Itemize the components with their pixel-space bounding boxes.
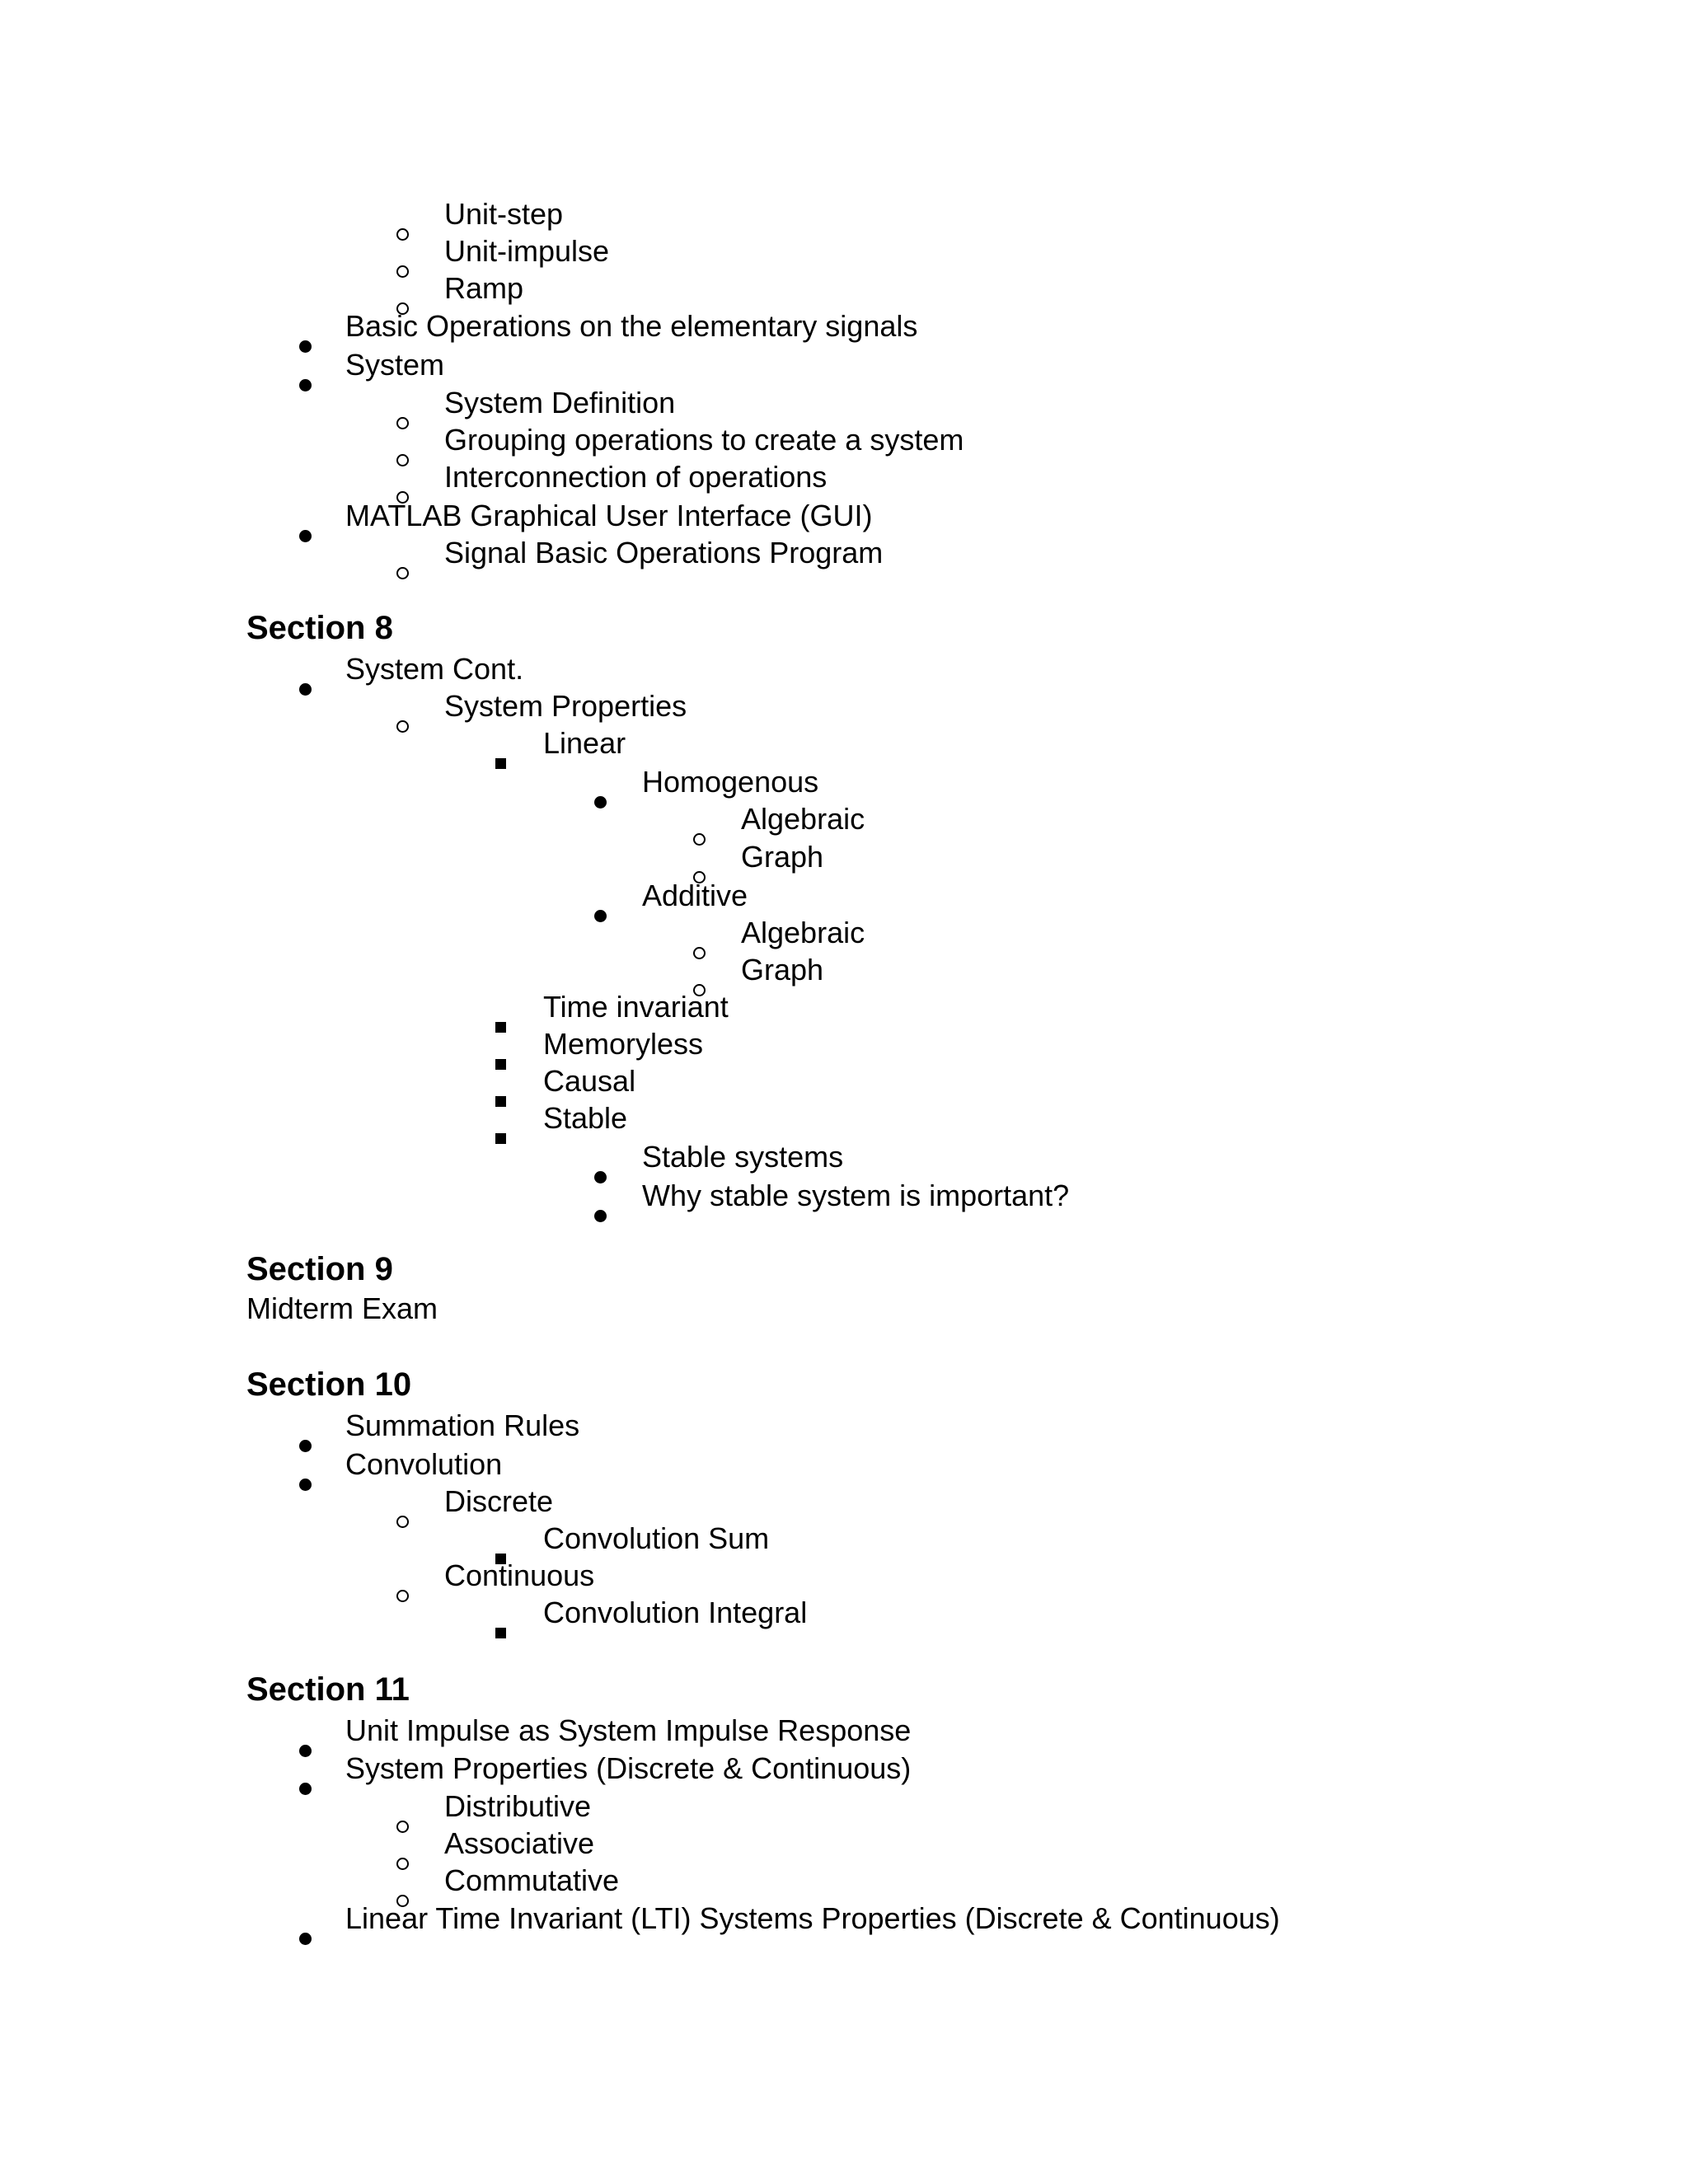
list-item-text: Distributive (444, 1789, 592, 1823)
section-title: Section 11 (246, 1671, 410, 1708)
bullet-square-icon (495, 1059, 506, 1070)
list-item-text: Additive (642, 879, 748, 912)
bullet-dot-icon (299, 1440, 312, 1452)
bullet-circle-icon (396, 720, 409, 733)
list-item-text: Convolution Sum (543, 1521, 770, 1555)
bullet-dot-icon (299, 379, 312, 391)
bullet-dot-icon (594, 796, 607, 808)
bullet-circle-icon (396, 417, 409, 429)
bullet-circle-icon (396, 1821, 409, 1833)
bullet-dot-icon (594, 1210, 607, 1222)
bullet-dot-icon (299, 340, 312, 353)
list-item-text: Ramp (444, 271, 524, 305)
list-item-text: Unit-step (444, 197, 564, 231)
list-item-text: Interconnection of operations (444, 460, 828, 494)
bullet-dot-icon (299, 1933, 312, 1945)
list-item-text: Causal (543, 1064, 636, 1098)
list-item-text: Associative (444, 1826, 595, 1860)
list-item-text: Continuous (444, 1558, 595, 1592)
bullet-square-icon (495, 1628, 506, 1638)
list-item-text: Convolution Integral (543, 1596, 808, 1629)
bullet-circle-icon (693, 947, 706, 959)
bullet-circle-icon (396, 567, 409, 579)
list-item-text: System Cont. (345, 652, 524, 686)
bullet-dot-icon (594, 1171, 607, 1183)
bullet-circle-icon (396, 454, 409, 466)
section-title: Section 10 (246, 1366, 412, 1403)
list-item-text: Grouping operations to create a system (444, 423, 964, 457)
bullet-dot-icon (299, 683, 312, 696)
list-item-text: Why stable system is important? (642, 1179, 1070, 1212)
list-item-text: Basic Operations on the elementary signals (345, 309, 918, 343)
bullet-circle-icon (693, 833, 706, 846)
list-item-text: Algebraic (741, 802, 865, 836)
list-item-text: Summation Rules (345, 1408, 580, 1442)
bullet-circle-icon (396, 1858, 409, 1870)
list-item-text: System (345, 348, 445, 382)
list-item-text: Homogenous (642, 765, 819, 799)
list-item-text: Unit Impulse as System Impulse Response (345, 1713, 912, 1747)
bullet-dot-icon (299, 530, 312, 542)
bullet-circle-icon (396, 228, 409, 241)
list-item-text: Stable systems (642, 1140, 844, 1174)
list-item-text: MATLAB Graphical User Interface (GUI) (345, 499, 873, 532)
bullet-dot-icon (594, 910, 607, 922)
list-item-text: Midterm Exam (246, 1291, 438, 1325)
bullet-dot-icon (299, 1783, 312, 1795)
bullet-circle-icon (396, 265, 409, 278)
section-title: Section 9 (246, 1251, 393, 1287)
bullet-dot-icon (299, 1479, 312, 1491)
bullet-circle-icon (396, 1590, 409, 1602)
list-item-text: Commutative (444, 1863, 620, 1897)
list-item-text: Convolution (345, 1447, 503, 1481)
list-item-text: System Properties (444, 689, 687, 723)
bullet-square-icon (495, 1096, 506, 1107)
list-item-text: Unit-impulse (444, 234, 610, 268)
list-item-text: Discrete (444, 1484, 554, 1518)
list-item-text: System Definition (444, 386, 676, 419)
bullet-square-icon (495, 1133, 506, 1144)
list-item-text: Graph (741, 953, 824, 987)
list-item-text: System Properties (Discrete & Continuous) (345, 1751, 912, 1785)
bullet-dot-icon (299, 1745, 312, 1757)
list-item-text: Linear Time Invariant (LTI) Systems Properties (Discrete & Continuous) (345, 1901, 1280, 1935)
list-item-text: Time invariant (543, 990, 729, 1024)
bullet-square-icon (495, 758, 506, 769)
list-item-text: Graph (741, 840, 824, 874)
list-item-text: Linear (543, 726, 626, 760)
section-title: Section 8 (246, 610, 393, 646)
list-item-text: Signal Basic Operations Program (444, 536, 884, 569)
bullet-circle-icon (396, 1516, 409, 1528)
list-item-text: Memoryless (543, 1027, 704, 1061)
list-item-text: Stable (543, 1101, 628, 1135)
bullet-square-icon (495, 1022, 506, 1033)
list-item-text: Algebraic (741, 916, 865, 949)
